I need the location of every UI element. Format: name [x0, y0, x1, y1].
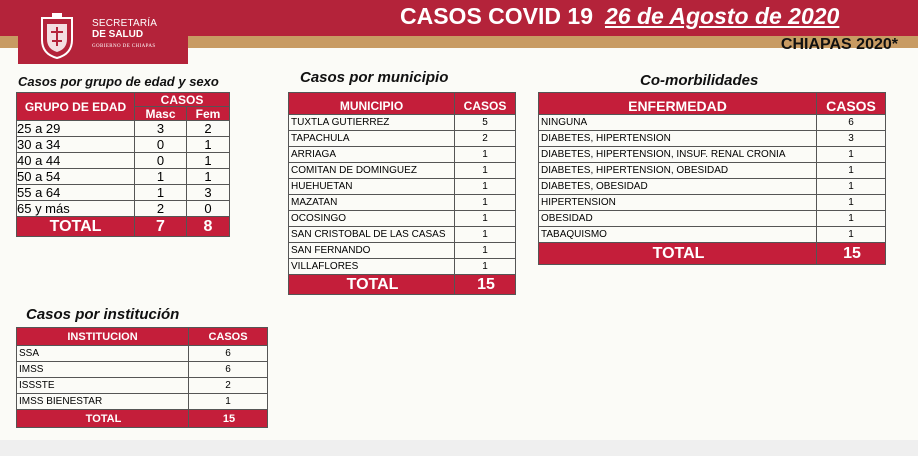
table-row: [17, 169, 230, 185]
cell-casos: 1: [455, 211, 516, 227]
comorbilidades-section-title: Co-morbilidades: [640, 72, 759, 89]
cell-municipio: SAN CRISTOBAL DE LAS CASAS: [289, 227, 455, 243]
cell-municipio: MAZATAN: [289, 195, 455, 211]
total-fem: 8: [186, 217, 229, 237]
logo-text: [92, 18, 157, 52]
total-value: 15: [189, 410, 268, 428]
cell-casos: 1: [455, 227, 516, 243]
cell-grupo: 25 a 29: [17, 121, 135, 137]
col-grupo-edad: GRUPO DE EDAD: [17, 93, 135, 121]
table-row: [539, 115, 886, 131]
cell-fem: 0: [186, 201, 229, 217]
org-line2: DE SALUD: [92, 29, 144, 40]
cell-enfermedad: DIABETES, HIPERTENSION: [539, 131, 817, 147]
cell-casos: 2: [455, 131, 516, 147]
cell-municipio: SAN FERNANDO: [289, 243, 455, 259]
title-text: CASOS COVID 19: [400, 3, 593, 29]
comorbilidades-table: [538, 92, 886, 265]
cell-municipio: TAPACHULA: [289, 131, 455, 147]
table-row: [539, 179, 886, 195]
cell-municipio: TUXTLA GUTIERREZ: [289, 115, 455, 131]
col-casos: CASOS: [189, 328, 268, 346]
cell-casos: 1: [455, 259, 516, 275]
cell-enfermedad: NINGUNA: [539, 115, 817, 131]
cell-municipio: OCOSINGO: [289, 211, 455, 227]
table-row: [289, 243, 516, 259]
table-row: [539, 147, 886, 163]
total-label: TOTAL: [17, 217, 135, 237]
table-row: [17, 137, 230, 153]
cell-casos: 1: [817, 179, 886, 195]
cell-municipio: VILLAFLORES: [289, 259, 455, 275]
cell-casos: 6: [189, 362, 268, 378]
cell-enfermedad: DIABETES, OBESIDAD: [539, 179, 817, 195]
total-label: TOTAL: [539, 243, 817, 265]
cell-fem: 3: [186, 185, 229, 201]
cell-enfermedad: DIABETES, HIPERTENSION, OBESIDAD: [539, 163, 817, 179]
table-row: [289, 259, 516, 275]
page-title: [400, 3, 839, 30]
table-row: [289, 131, 516, 147]
col-institucion: INSTITUCION: [17, 328, 189, 346]
cell-institucion: IMSS: [17, 362, 189, 378]
total-row: [289, 275, 516, 295]
table-row: [539, 131, 886, 147]
org-line3: GOBIERNO DE CHIAPAS: [92, 44, 156, 49]
col-municipio: MUNICIPIO: [289, 93, 455, 115]
table-row: [17, 346, 268, 362]
cell-enfermedad: HIPERTENSION: [539, 195, 817, 211]
total-row: [539, 243, 886, 265]
cell-casos: 5: [455, 115, 516, 131]
cell-institucion: ISSSTE: [17, 378, 189, 394]
col-fem: Fem: [186, 107, 229, 121]
cell-casos: 1: [817, 163, 886, 179]
cell-casos: 3: [817, 131, 886, 147]
table-row: [289, 195, 516, 211]
secretaria-logo: [18, 4, 188, 64]
cell-masc: 0: [135, 137, 187, 153]
cell-grupo: 65 y más: [17, 201, 135, 217]
cell-casos: 1: [817, 211, 886, 227]
cell-grupo: 30 a 34: [17, 137, 135, 153]
cell-enfermedad: DIABETES, HIPERTENSION, INSUF. RENAL CRONIA: [539, 147, 817, 163]
total-row: [17, 410, 268, 428]
cell-casos: 1: [455, 163, 516, 179]
total-value: 15: [817, 243, 886, 265]
table-row: [539, 195, 886, 211]
total-row: [17, 217, 230, 237]
cell-masc: 1: [135, 169, 187, 185]
report-date: 26 de Agosto de 2020: [605, 3, 840, 29]
cell-masc: 3: [135, 121, 187, 137]
cell-grupo: 55 a 64: [17, 185, 135, 201]
municipio-section-title: Casos por municipio: [300, 69, 449, 86]
edad-table: [16, 92, 230, 237]
cell-masc: 2: [135, 201, 187, 217]
coat-of-arms-icon: [38, 12, 76, 60]
institucion-table: [16, 327, 268, 428]
table-row: [539, 211, 886, 227]
edad-section-title: Casos por grupo de edad y sexo: [18, 74, 219, 89]
col-enfermedad: ENFERMEDAD: [539, 93, 817, 115]
table-row: [17, 201, 230, 217]
table-row: [17, 394, 268, 410]
cell-masc: 0: [135, 153, 187, 169]
cell-casos: 1: [817, 147, 886, 163]
col-casos: CASOS: [135, 93, 230, 107]
total-value: 15: [455, 275, 516, 295]
cell-grupo: 50 a 54: [17, 169, 135, 185]
cell-casos: 1: [455, 195, 516, 211]
cell-municipio: COMITAN DE DOMINGUEZ: [289, 163, 455, 179]
state-label: CHIAPAS 2020*: [780, 36, 898, 53]
cell-institucion: SSA: [17, 346, 189, 362]
cell-casos: 2: [189, 378, 268, 394]
col-casos: CASOS: [817, 93, 886, 115]
total-masc: 7: [135, 217, 187, 237]
table-row: [289, 147, 516, 163]
table-row: [289, 115, 516, 131]
table-row: [289, 211, 516, 227]
municipio-table: [288, 92, 516, 295]
cell-enfermedad: TABAQUISMO: [539, 227, 817, 243]
table-row: [17, 121, 230, 137]
cell-masc: 1: [135, 185, 187, 201]
cell-casos: 1: [455, 179, 516, 195]
table-row: [17, 153, 230, 169]
table-row: [289, 227, 516, 243]
org-line1: SECRETARÍA: [92, 18, 158, 29]
cell-fem: 1: [186, 137, 229, 153]
col-masc: Masc: [135, 107, 187, 121]
cell-casos: 1: [455, 147, 516, 163]
table-row: [539, 163, 886, 179]
table-row: [17, 378, 268, 394]
cell-municipio: ARRIAGA: [289, 147, 455, 163]
total-label: TOTAL: [17, 410, 189, 428]
cell-casos: 1: [817, 195, 886, 211]
cell-casos: 1: [817, 227, 886, 243]
cell-municipio: HUEHUETAN: [289, 179, 455, 195]
table-row: [17, 185, 230, 201]
cell-fem: 1: [186, 169, 229, 185]
cell-casos: 1: [455, 243, 516, 259]
cell-grupo: 40 a 44: [17, 153, 135, 169]
cell-fem: 1: [186, 153, 229, 169]
cell-fem: 2: [186, 121, 229, 137]
table-row: [289, 163, 516, 179]
table-row: [289, 179, 516, 195]
table-row: [17, 362, 268, 378]
cell-casos: 6: [189, 346, 268, 362]
col-casos: CASOS: [455, 93, 516, 115]
cell-casos: 1: [189, 394, 268, 410]
cell-enfermedad: OBESIDAD: [539, 211, 817, 227]
cell-casos: 6: [817, 115, 886, 131]
institucion-section-title: Casos por institución: [26, 306, 180, 323]
total-label: TOTAL: [289, 275, 455, 295]
table-row: [539, 227, 886, 243]
cell-institucion: IMSS BIENESTAR: [17, 394, 189, 410]
